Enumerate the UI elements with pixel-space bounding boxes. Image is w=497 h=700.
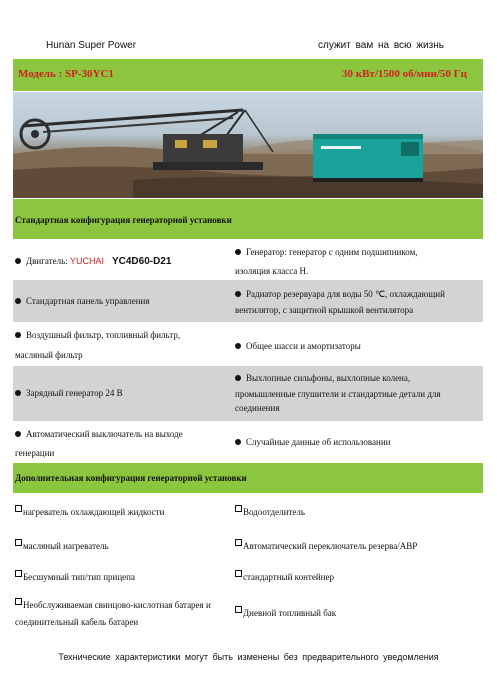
checkbox-icon	[235, 570, 242, 577]
banner-image	[13, 92, 483, 198]
standard-row	[13, 366, 483, 421]
charging-alternator-text: Зарядный генератор 24 В	[26, 388, 123, 398]
exhaust-line2: промышленные глушители и стандартные детали для	[235, 389, 441, 399]
optional-row	[13, 569, 483, 589]
container-cell	[235, 569, 481, 586]
filters-cell	[15, 327, 233, 363]
slogan: служит вам на всю жизнь	[318, 40, 444, 51]
exhaust-cell	[235, 371, 481, 415]
standard-row	[13, 239, 483, 280]
charging-alternator-cell	[15, 385, 233, 401]
control-panel-cell	[15, 293, 233, 309]
alternator-line2: изоляция класса H.	[235, 266, 309, 276]
checkbox-icon	[235, 539, 242, 546]
footer-note: Технические характеристики могут быть изменены без предварительного уведомления	[58, 652, 439, 662]
silent-type-text: Бесшумный тип/тип прицепа	[23, 572, 135, 582]
silent-type-cell	[15, 569, 233, 586]
ats-text: Автоматический переключатель резерва/ABP	[243, 541, 418, 551]
chassis-cell	[235, 338, 481, 354]
ats-cell	[235, 538, 481, 555]
coolant-heater-cell	[15, 504, 233, 521]
checkbox-icon	[235, 505, 242, 512]
engine-cell	[15, 253, 233, 270]
alternator-cell	[235, 244, 481, 279]
coolant-heater-text: нагреватель охлаждающей жидкости	[23, 507, 165, 517]
standard-config-header	[13, 199, 483, 239]
checkbox-icon	[235, 606, 242, 613]
bullet-icon	[15, 258, 21, 264]
checkbox-icon	[15, 505, 22, 512]
optional-config-title: Дополнительная конфигурация генераторной установки	[15, 473, 247, 483]
company-name: Hunan Super Power	[46, 40, 137, 51]
engine-model: YC4D60-D21	[111, 256, 172, 267]
usage-data-text: Случайные данные об использовании	[246, 437, 391, 447]
standard-row	[13, 421, 483, 463]
checkbox-icon	[15, 539, 22, 546]
battery-line2: соединительный кабель батареи	[15, 617, 139, 627]
battery-cell	[15, 597, 240, 631]
excavator-generator-illustration	[13, 92, 483, 198]
breaker-line2: генерации	[15, 448, 55, 458]
oil-heater-text: масляный нагреватель	[23, 541, 109, 551]
model-bar	[13, 59, 483, 91]
radiator-line2: вентилятор, с защитной крышкой вентилятора	[235, 305, 414, 315]
bullet-icon	[235, 249, 241, 255]
optional-row	[13, 597, 483, 633]
battery-line1: Необслуживаемая свинцово-кислотная батарея и	[23, 600, 211, 610]
alternator-line1: Генератор: генератор с одним подшипником,	[246, 247, 418, 257]
chassis-text: Общее шасси и амортизаторы	[246, 341, 361, 351]
engine-brand: YUCHAI	[69, 256, 104, 266]
model-label: Модель : SP-30YC1	[18, 68, 114, 80]
day-tank-text: Дневной топливный бак	[243, 608, 337, 618]
engine-prefix: Двигатель:	[26, 256, 70, 266]
exhaust-line3: соединения	[235, 403, 280, 413]
usage-data-cell	[235, 434, 481, 450]
bullet-icon	[15, 431, 21, 437]
standard-row	[13, 322, 483, 366]
exhaust-line1: Выхлопные сильфоны, выхлопные колена,	[246, 373, 411, 383]
bullet-icon	[15, 390, 21, 396]
bullet-icon	[235, 375, 241, 381]
power-spec: 30 кВт/1500 об/мин/50 Гц	[341, 68, 467, 80]
optional-config-header	[13, 463, 483, 493]
optional-row	[13, 538, 483, 558]
filters-line1: Воздушный фильтр, топливный фильтр,	[26, 330, 181, 340]
optional-row	[13, 504, 483, 524]
bullet-icon	[15, 332, 21, 338]
water-separator-cell	[235, 504, 481, 521]
standard-row	[13, 280, 483, 322]
bullet-icon	[15, 298, 21, 304]
radiator-cell	[235, 286, 481, 318]
oil-heater-cell	[15, 538, 233, 555]
checkbox-icon	[15, 570, 22, 577]
filters-line2: масляный фильтр	[15, 350, 83, 360]
standard-config-title: Стандартная конфигурация генераторной установки	[15, 215, 232, 225]
day-tank-cell	[235, 605, 481, 622]
breaker-line1: Автоматический выключатель на выходе	[26, 429, 183, 439]
bullet-icon	[235, 291, 241, 297]
control-panel-text: Стандартная панель управления	[26, 296, 150, 306]
breaker-cell	[15, 426, 233, 461]
bullet-icon	[235, 439, 241, 445]
bullet-icon	[235, 343, 241, 349]
radiator-line1: Радиатор резервуара для воды 50 ℃, охлаждающий	[246, 289, 445, 299]
container-text: стандартный контейнер	[243, 572, 334, 582]
page-header	[0, 40, 497, 56]
water-separator-text: Водоотделитель	[243, 507, 305, 517]
checkbox-icon	[15, 598, 22, 605]
